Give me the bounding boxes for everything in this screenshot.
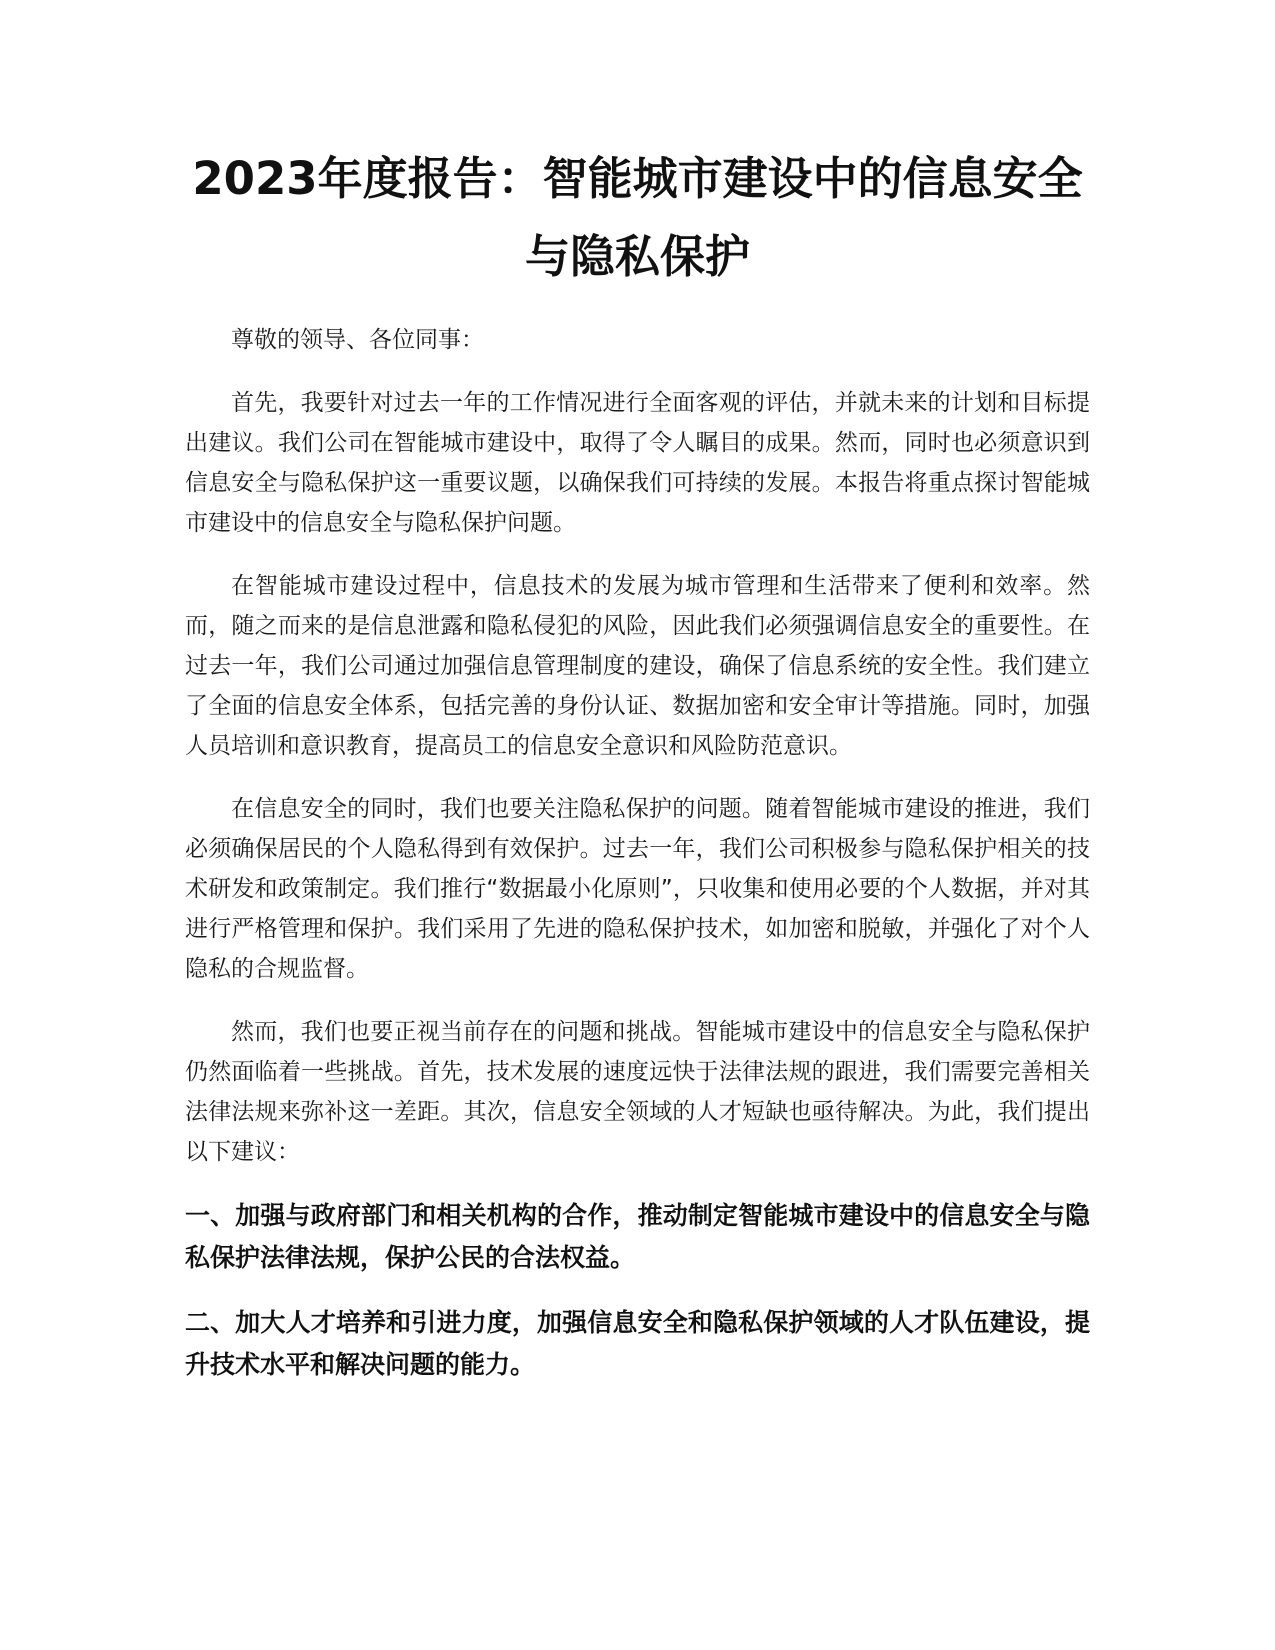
document-title: 2023年度报告：智能城市建设中的信息安全与隐私保护 <box>192 152 1083 283</box>
paragraph-challenges: 然而，我们也要正视当前存在的问题和挑战。智能城市建设中的信息安全与隐私保护仍然面临着一些挑战。首先，技术发展的速度远快于法律法规的跟进，我们需要完善相关法律法规来弥补这一差距。其次，信息安全领域的人才短缺也亟待解决。为此，我们提出以下建议： <box>185 1019 1090 1165</box>
recommendation-item: 一、加强与政府部门和相关机构的合作，推动制定智能城市建设中的信息安全与隐私保护法律法规，保护公民的合法权益。 <box>185 1201 1090 1272</box>
paragraph-information-security: 在智能城市建设过程中，信息技术的发展为城市管理和生活带来了便利和效率。然而，随之而来的是信息泄露和隐私侵犯的风险，因此我们必须强调信息安全的重要性。在过去一年，我们公司通过加强信息管理制度的建设，确保了信息系统的安全性。我们建立了全面的信息安全体系，包括完善的身份认证、数据加密和安全审计等措施。同时，加强人员培训和意识教育，提高员工的信息安全意识和风险防范意识。 <box>185 573 1090 759</box>
document-body <box>185 320 1090 1409</box>
recommendation-item: 二、加大人才培养和引进力度，加强信息安全和隐私保护领域的人才队伍建设，提升技术水平和解决问题的能力。 <box>185 1308 1090 1379</box>
paragraph-evaluation: 首先，我要针对过去一年的工作情况进行全面客观的评估，并就未来的计划和目标提出建议。我们公司在智能城市建设中，取得了令人瞩目的成果。然而，同时也必须意识到信息安全与隐私保护这一重要议题，以确保我们可持续的发展。本报告将重点探讨智能城市建设中的信息安全与隐私保护问题。 <box>185 390 1090 536</box>
greeting: 尊敬的领导、各位同事： <box>231 327 484 353</box>
paragraph-privacy-protection: 在信息安全的同时，我们也要关注隐私保护的问题。随着智能城市建设的推进，我们必须确保居民的个人隐私得到有效保护。过去一年，我们公司积极参与隐私保护相关的技术研发和政策制定。我们推行“数据最小化原则”，只收集和使用必要的个人数据，并对其进行严格管理和保护。我们采用了先进的隐私保护技术，如加密和脱敏，并强化了对个人隐私的合规监督。 <box>185 796 1090 982</box>
